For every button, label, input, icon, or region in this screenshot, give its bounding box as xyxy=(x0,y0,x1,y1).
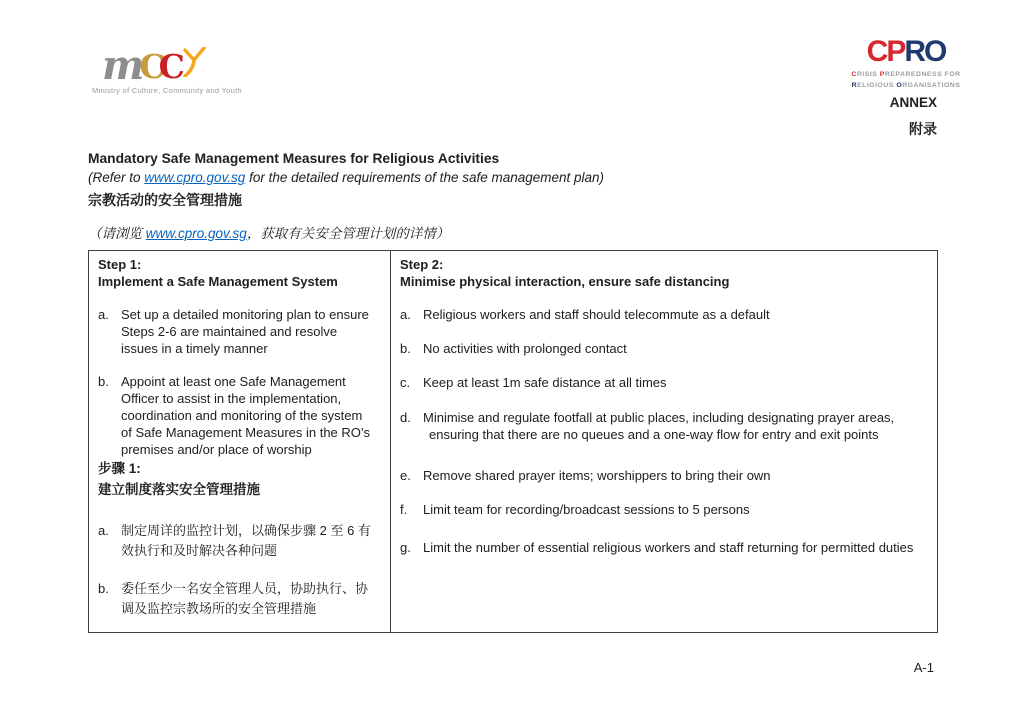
list-item-step2-b xyxy=(400,340,929,357)
list-item-text: Set up a detailed monitoring plan to ensure Steps 2-6 are maintained and resolve issues in a timely manner xyxy=(121,307,369,356)
cpro-tagline-text: RISIS xyxy=(856,71,880,78)
step2-heading-line2: Minimise physical interaction, ensure safe distancing xyxy=(400,274,730,289)
mccy-tagline: Ministry of Culture, Community and Youth xyxy=(92,86,242,95)
cpro-tagline-text: REPAREDNESS FOR xyxy=(884,71,961,78)
list-item-text: Appoint at least one Safe Management Officer to assist in the implementation, coordination and monitoring of the system of Safe Management Measures in the RO’s premises and/or place of worship xyxy=(121,374,371,457)
list-item-step2-a xyxy=(400,306,929,323)
list-item-marker: g. xyxy=(400,540,411,555)
mccy-logo-wordmark xyxy=(92,40,252,89)
list-item-marker: a. xyxy=(98,523,109,538)
step2-cell xyxy=(391,251,937,632)
list-item-text: Limit team for recording/broadcast sessions to 5 persons xyxy=(423,502,750,517)
list-item-text: Remove shared prayer items; worshippers to bring their own xyxy=(423,468,771,483)
cpro-tagline-initial: O xyxy=(896,82,903,89)
list-item-marker: a. xyxy=(98,307,109,322)
list-item-step1-zh-b xyxy=(98,579,382,619)
list-item-text: Minimise and regulate footfall at public places, including designating prayer areas, ensuring that there are no queues and a one-way flow for entry and exit points xyxy=(423,410,895,442)
list-item-marker: e. xyxy=(400,468,411,483)
list-item-step1-a xyxy=(98,306,382,357)
cpro-tagline-initial: R xyxy=(851,82,858,89)
list-item-step2-c xyxy=(400,374,929,391)
page-title: Mandatory Safe Management Measures for Religious Activities xyxy=(88,151,500,166)
subtitle-zh-prefix: （请浏览 xyxy=(88,226,146,241)
step1-heading-line1: Step 1: xyxy=(98,257,142,272)
list-item-marker: b. xyxy=(98,374,109,389)
list-item-text: 制定周详的监控计划，以确保步骤 2 至 6 有效执行和及时解决各种问题 xyxy=(121,523,371,558)
subtitle-prefix: (Refer to xyxy=(88,170,145,185)
cpro-website-link[interactable]: www.cpro.gov.sg xyxy=(144,170,246,185)
list-item-text: Religious workers and staff should telecommute as a default xyxy=(423,307,770,322)
step1-heading-zh-line1: 步骤 1: xyxy=(98,461,141,476)
mccy-letter-c1: C xyxy=(139,47,162,86)
cpro-letters-ro: RO xyxy=(904,35,946,68)
list-item-text: No activities with prolonged contact xyxy=(423,341,627,356)
page-subtitle xyxy=(88,168,938,188)
cpro-tagline-text: ELIGIOUS xyxy=(857,82,897,89)
step1-heading-zh-line2: 建立制度落实安全管理措施 xyxy=(98,482,260,497)
measures-table xyxy=(88,250,938,633)
list-item-marker: f. xyxy=(400,502,408,517)
list-item-marker: b. xyxy=(400,341,411,356)
list-item-marker: b. xyxy=(98,581,109,596)
list-item-step2-e xyxy=(400,467,929,484)
list-item-marker: a. xyxy=(400,307,411,322)
cpro-logo-wordmark xyxy=(843,36,969,68)
cpro-tagline-text: RGANISATIONS xyxy=(902,82,961,89)
annex-label-zh: 附录 xyxy=(909,121,937,137)
list-item-text: 委任至少一名安全管理人员，协助执行、协调及监控宗教场所的安全管理措施 xyxy=(121,581,369,616)
subtitle-zh-suffix: ，获取有关安全管理计划的详情） xyxy=(246,226,450,241)
subtitle-suffix: for the detailed requirements of the safe management plan) xyxy=(245,170,605,185)
intro-block xyxy=(88,149,938,244)
step2-heading-line1: Step 2: xyxy=(400,257,444,272)
page-number: A-1 xyxy=(913,660,934,675)
cpro-tagline-line1 xyxy=(843,70,969,79)
cpro-tagline-initial: C xyxy=(851,71,857,78)
page-title-zh: 宗教活动的安全管理措施 xyxy=(88,192,242,208)
cpro-tagline-line2 xyxy=(843,81,969,90)
list-item-text: Keep at least 1m safe distance at all times xyxy=(423,375,667,390)
page-subtitle-zh xyxy=(88,224,938,244)
list-item-marker: c. xyxy=(400,375,411,390)
list-item-text: Limit the number of essential religious workers and staff returning for permitted duties xyxy=(423,540,914,555)
mccy-logo xyxy=(92,40,252,95)
step1-heading-line2: Implement a Safe Management System xyxy=(98,274,338,289)
step1-cell xyxy=(89,251,391,632)
list-item-step2-g xyxy=(400,539,929,556)
mccy-person-icon xyxy=(181,47,207,82)
list-item-step1-zh-a xyxy=(98,521,382,561)
list-item-step1-b xyxy=(98,373,382,458)
annex-label: ANNEX xyxy=(889,95,937,110)
cpro-tagline-initial: P xyxy=(879,71,885,78)
cpro-letters-cp: CP xyxy=(866,35,905,68)
list-item-step2-d xyxy=(400,409,929,443)
list-item-marker: d. xyxy=(400,410,411,425)
cpro-website-link-zh[interactable]: www.cpro.gov.sg xyxy=(145,226,247,241)
mccy-letter-c2: C xyxy=(158,47,185,86)
mccy-letter-m: m xyxy=(102,42,142,89)
cpro-logo xyxy=(843,36,969,90)
list-item-step2-f xyxy=(400,501,929,518)
